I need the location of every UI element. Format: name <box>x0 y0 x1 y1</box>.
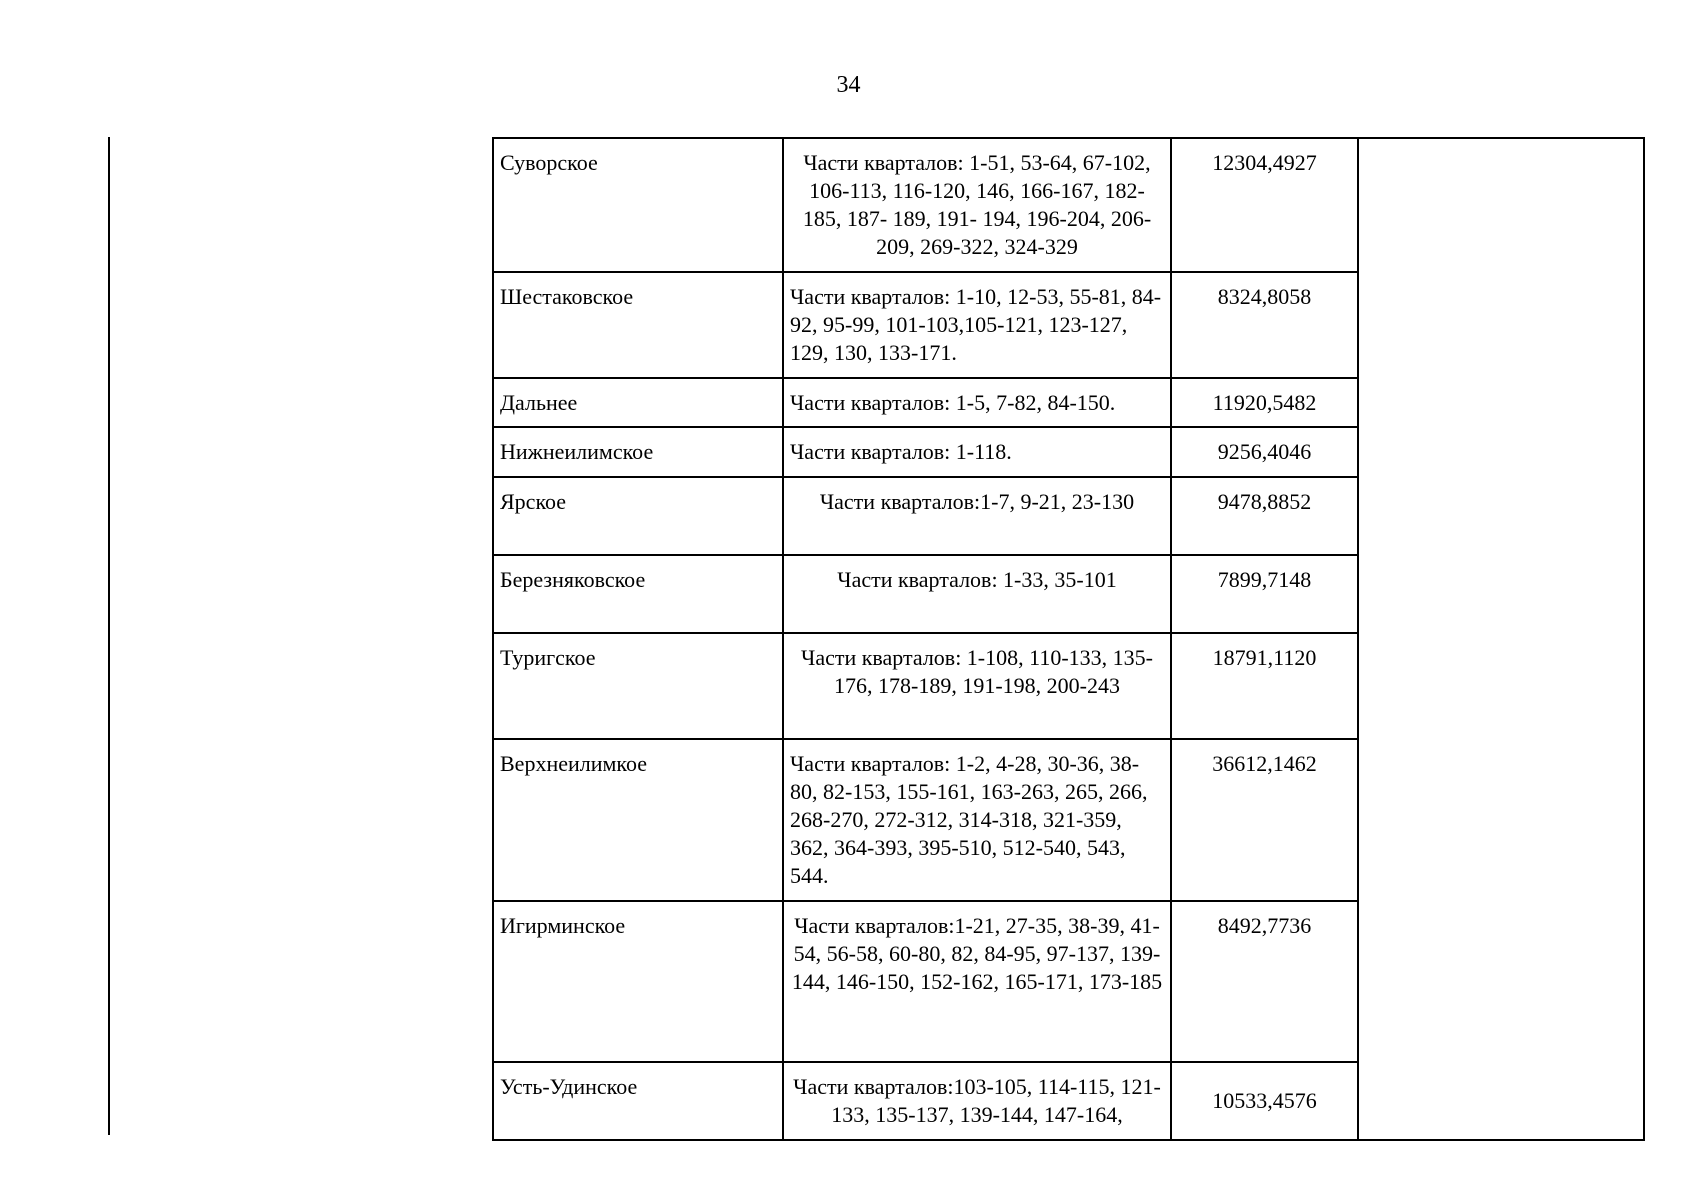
district-name: Березняковское <box>493 555 783 633</box>
quarters-list: Части кварталов: 1-118. <box>783 427 1171 477</box>
forest-district-table <box>492 137 1645 1141</box>
area-value: 8492,7736 <box>1171 901 1358 1062</box>
quarters-list: Части кварталов: 1-10, 12-53, 55-81, 84-92, 95-99, 101-103,105-121, 123-127, 129, 130, 133-171. <box>783 272 1171 378</box>
quarters-list: Части кварталов:103-105, 114-115, 121-133, 135-137, 139-144, 147-164, <box>783 1062 1171 1140</box>
table-row <box>493 138 1644 272</box>
quarters-list: Части кварталов: 1-108, 110-133, 135-176, 178-189, 191-198, 200-243 <box>783 633 1171 739</box>
area-value: 8324,8058 <box>1171 272 1358 378</box>
quarters-list: Части кварталов: 1-2, 4-28, 30-36, 38-80, 82-153, 155-161, 163-263, 265, 266, 268-270, 272-312, 314-318, 321-359, 362, 364-393, 395-510, 512-540, 543, 544. <box>783 739 1171 901</box>
area-value: 36612,1462 <box>1171 739 1358 901</box>
area-value: 7899,7148 <box>1171 555 1358 633</box>
district-name: Игирминское <box>493 901 783 1062</box>
quarters-list: Части кварталов: 1-51, 53-64, 67-102, 106-113, 116-120, 146, 166-167, 182- 185, 187- 189, 191- 194, 196-204, 206- 209, 269-322, 324-329 <box>783 138 1171 272</box>
district-name: Усть-Удинское <box>493 1062 783 1140</box>
district-name: Нижнеилимское <box>493 427 783 477</box>
quarters-list: Части кварталов:1-21, 27-35, 38-39, 41-54, 56-58, 60-80, 82, 84-95, 97-137, 139-144, 146-150, 152-162, 165-171, 173-185 <box>783 901 1171 1062</box>
area-value: 10533,4576 <box>1171 1062 1358 1140</box>
page-number: 34 <box>836 72 861 98</box>
district-name: Суворское <box>493 138 783 272</box>
district-name: Верхнеилимкое <box>493 739 783 901</box>
quarters-list: Части кварталов: 1-33, 35-101 <box>783 555 1171 633</box>
district-name: Дальнее <box>493 378 783 427</box>
empty-column <box>1358 138 1644 1140</box>
area-value: 12304,4927 <box>1171 138 1358 272</box>
district-name: Шестаковское <box>493 272 783 378</box>
district-name: Туригское <box>493 633 783 739</box>
area-value: 9256,4046 <box>1171 427 1358 477</box>
area-value: 11920,5482 <box>1171 378 1358 427</box>
district-name: Ярское <box>493 477 783 555</box>
margin-rule <box>108 137 110 1135</box>
area-value: 9478,8852 <box>1171 477 1358 555</box>
area-value: 18791,1120 <box>1171 633 1358 739</box>
quarters-list: Части кварталов: 1-5, 7-82, 84-150. <box>783 378 1171 427</box>
quarters-list: Части кварталов:1-7, 9-21, 23-130 <box>783 477 1171 555</box>
